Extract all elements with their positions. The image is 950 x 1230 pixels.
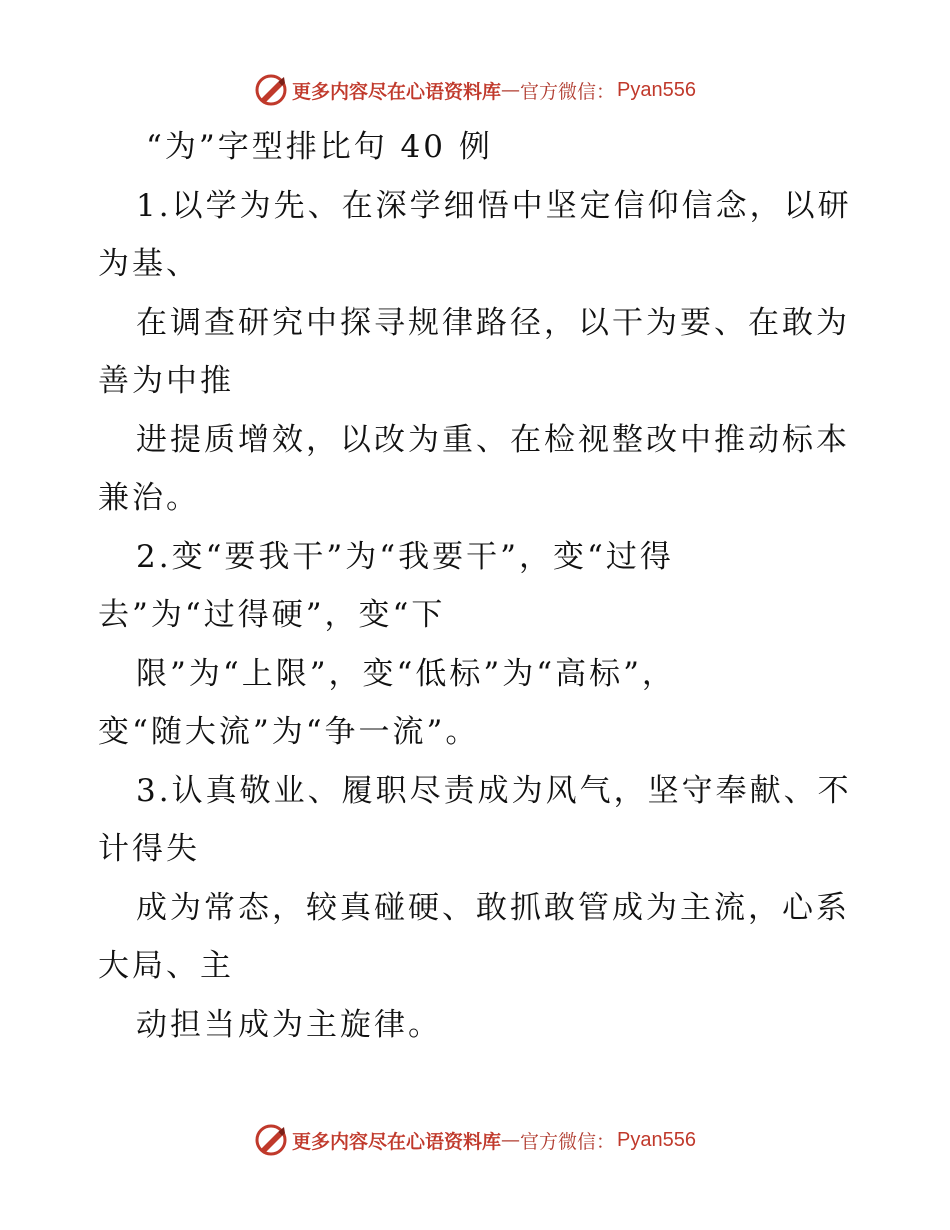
document-title: “为”字型排比句 40 例 <box>146 129 493 165</box>
text-line: 3.认真敬业、履职尽责成为风气，坚守奉献、不 <box>136 772 852 809</box>
text-line: 动担当成为主旋律。 <box>136 1006 442 1043</box>
header-banner <box>0 70 950 110</box>
banner-dash: — <box>501 1129 521 1151</box>
text-line: 进提质增效，以改为重、在检视整改中推动标本 <box>136 421 850 458</box>
text-line: 1.以学为先、在深学细悟中坚定信仰信念，以研 <box>136 187 852 224</box>
banner-wechat-label: 官方微信： <box>520 1130 616 1153</box>
text-line: 2.变“要我干”为“我要干”，变“过得 <box>136 538 674 575</box>
banner-slogan: 更多内容尽在心语资料库 <box>292 1130 502 1153</box>
text-line: 大局、主 <box>98 948 234 984</box>
text-line: 善为中推 <box>98 363 234 399</box>
text-line: 去”为“过得硬”，变“下 <box>98 597 446 633</box>
banner-slogan: 更多内容尽在心语资料库 <box>292 80 502 103</box>
text-line: 变“随大流”为“争一流”。 <box>98 714 480 750</box>
document-body <box>98 118 858 1054</box>
text-line: 兼治。 <box>98 480 200 516</box>
text-line: 在调查研究中探寻规律路径，以干为要、在敢为 <box>136 304 850 341</box>
banner-wechat-id: Pyan556 <box>617 78 696 101</box>
text-line: 限”为“上限”，变“低标”为“高标”， <box>136 655 676 692</box>
text-line: 计得失 <box>98 831 200 867</box>
banner-dash: — <box>501 79 521 101</box>
banner-wechat-label: 官方微信： <box>520 80 616 103</box>
banner-wechat-id: Pyan556 <box>617 1128 696 1151</box>
text-line: 为基、 <box>98 246 200 282</box>
quill-logo-icon <box>254 1123 288 1157</box>
footer-banner <box>0 1120 950 1160</box>
text-line: 成为常态，较真碰硬、敢抓敢管成为主流，心系 <box>136 889 850 926</box>
quill-logo-icon <box>254 73 288 107</box>
